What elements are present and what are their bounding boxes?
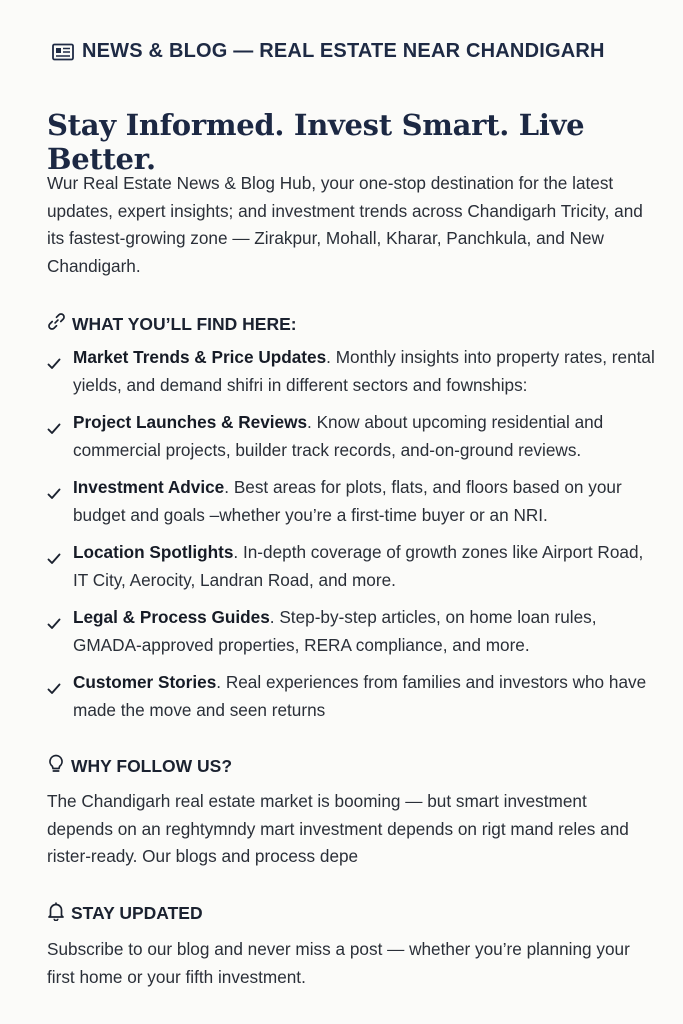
intro-paragraph: Wur Real Estate News & Blog Hub, your one-stop destination for the latest updates, expert insights; and investment trends across Chandigarh Tricity, and its fastest-growing zone — Zirakpur, Mohall, Kharar, Panchkula, and New Chandigarh. [47,173,643,276]
list-item-title: Legal & Process Guides [73,607,270,627]
check-icon [47,416,61,444]
list-item-text: Know about upcoming residential and commercial projects, builder track records, and-on-ground reviews. [73,412,604,460]
why-heading-label: WHY FOLLOW US? [71,756,233,776]
newspaper-icon [52,43,74,61]
why-paragraph: The Chandigarh real estate market is booming — but smart investment depends on an reghtymndy mart investment depends on rigt mand reles and rister-ready. Our blogs and process depe [47,791,629,866]
list-item-title: Location Spotlights [73,542,234,562]
check-icon [47,676,61,704]
list-item: Investment Advice. Best areas for plots, flats, and floors based on your budget and goals –whether you’re a first-time buyer or an NRI. [47,474,659,529]
find-section-heading [47,312,297,336]
list-item-text: Step-by-step articles, on home loan rules, GMADA-approved properties, RERA compliance, and more. [73,607,597,655]
check-icon [47,546,61,574]
check-icon [47,351,61,379]
list-item-text: Monthly insights into property rates, rental yields, and demand shifri in different sectors and fownships: [73,347,655,395]
page-header [52,40,653,63]
updated-heading-label: STAY UPDATED [71,903,203,923]
list-item-text: Real experiences from families and investors who have made the move and seen returns [73,672,647,720]
bell-icon [47,901,65,926]
list-item: Market Trends & Price Updates. Monthly insights into property rates, rental yields, and demand shifri in different sectors and fownships: [47,344,659,399]
list-item: Location Spotlights. In-depth coverage of growth zones like Airport Road, IT City, Aerocity, Landran Road, and more. [47,539,659,594]
check-icon [47,611,61,639]
feature-list [47,344,659,734]
link-icon [47,312,66,336]
list-item-title: Investment Advice [73,477,225,497]
list-item-text: In-depth coverage of growth zones like Airport Road, IT City, Aerocity, Landran Road, and more. [73,542,644,590]
updated-paragraph: Subscribe to our blog and never miss a post — whether you’re planning your first home or your fifth investment. [47,939,630,987]
list-item: Legal & Process Guides. Step-by-step articles, on home loan rules, GMADA-approved properties, RERA compliance, and more. [47,604,659,659]
page-headline: Stay Informed. Invest Smart. Live Better. [47,108,585,176]
check-icon [47,481,61,509]
why-section-heading [47,754,232,779]
list-item-title: Project Launches & Reviews [73,412,308,432]
lightbulb-icon [47,754,65,779]
list-item-text: Best areas for plots, flats, and floors based on your budget and goals –whether you’re a first-time buyer or an NRI. [73,477,622,525]
updated-section-heading [47,901,203,926]
header-title: NEWS & BLOG — REAL ESTATE NEAR CHANDIGARH [82,40,605,62]
list-item: Project Launches & Reviews. Know about upcoming residential and commercial projects, builder track records, and-on-ground reviews. [47,409,659,464]
list-item-title: Customer Stories [73,672,217,692]
list-item: Customer Stories. Real experiences from families and investors who have made the move and seen returns [47,669,659,724]
list-item-title: Market Trends & Price Updates [73,347,327,367]
find-heading-label: WHAT YOU’LL FIND HERE: [72,313,297,334]
